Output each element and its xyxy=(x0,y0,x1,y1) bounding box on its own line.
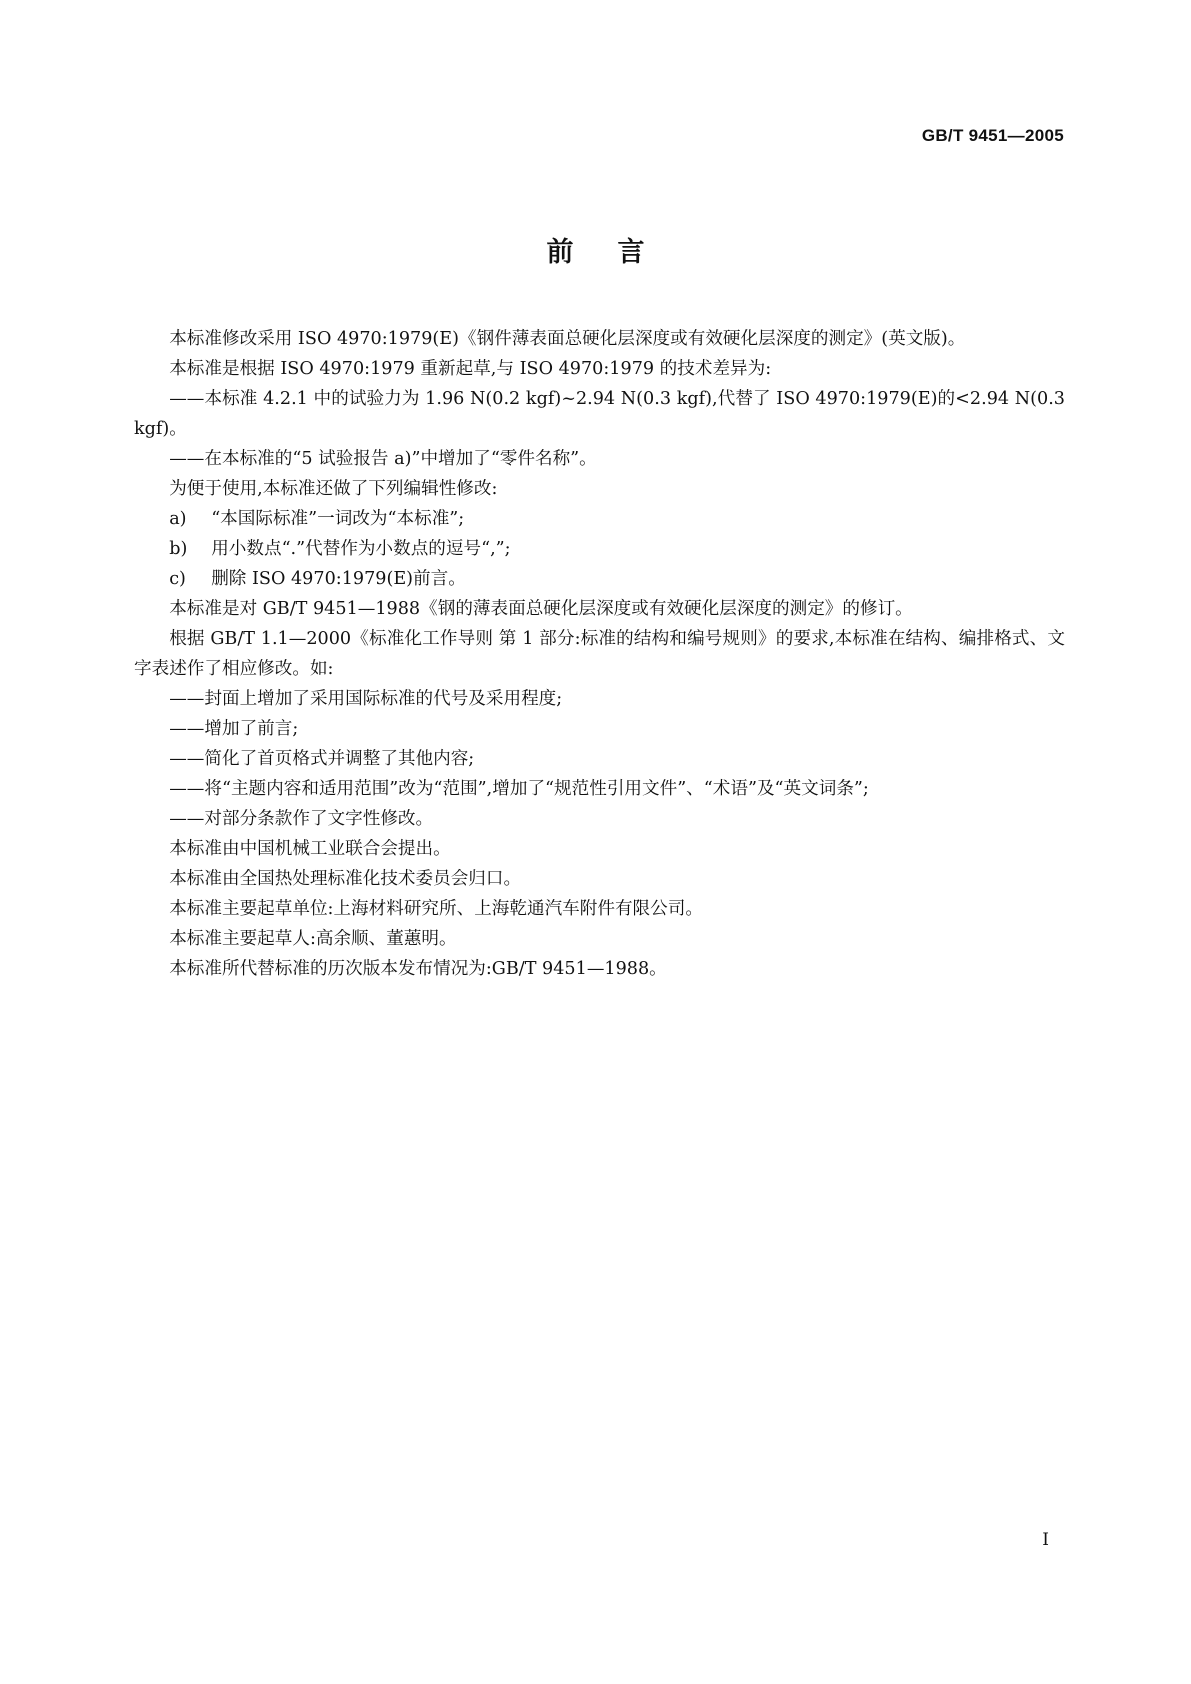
list-item-c xyxy=(134,564,1065,594)
dash-item: ——本标准 4.2.1 中的试验力为 1.96 N(0.2 kgf)~2.94 N(0.3 kgf),代替了 ISO 4970:1979(E)的<2.94 N(0.3 kgf)。 xyxy=(134,389,1065,439)
list-item-a xyxy=(134,504,1065,534)
paragraph: 本标准是对 GB/T 9451—1988《钢的薄表面总硬化层深度或有效硬化层深度的测定》的修订。 xyxy=(169,599,913,619)
paragraph: 本标准主要起草人:高余顺、董蕙明。 xyxy=(169,929,457,949)
paragraph: 本标准是根据 ISO 4970:1979 重新起草,与 ISO 4970:1979 的技术差异为: xyxy=(169,359,772,379)
foreword-body xyxy=(134,324,1065,984)
list-item-text: “本国际标准”一词改为“本标准”; xyxy=(211,509,465,529)
standard-code: GB/T 9451—2005 xyxy=(921,126,1064,145)
list-item-text: 删除 ISO 4970:1979(E)前言。 xyxy=(211,569,466,589)
dash-item: ——对部分条款作了文字性修改。 xyxy=(169,809,434,829)
paragraph: 根据 GB/T 1.1—2000《标准化工作导则 第 1 部分:标准的结构和编号规则》的要求,本标准在结构、编排格式、文字表述作了相应修改。如: xyxy=(134,629,1065,679)
dash-item: ——在本标准的“5 试验报告 a)”中增加了“零件名称”。 xyxy=(169,449,597,469)
list-item-b xyxy=(134,534,1065,564)
paragraph: 本标准所代替标准的历次版本发布情况为:GB/T 9451—1988。 xyxy=(169,959,667,979)
paragraph: 为便于使用,本标准还做了下列编辑性修改: xyxy=(169,479,498,499)
list-marker: c) xyxy=(169,569,186,589)
list-marker: b) xyxy=(169,539,188,559)
paragraph: 本标准由全国热处理标准化技术委员会归口。 xyxy=(169,869,522,889)
list-marker: a) xyxy=(169,509,187,529)
list-item-text: 用小数点“.”代替作为小数点的逗号“,”; xyxy=(211,539,511,559)
dash-item: ——增加了前言; xyxy=(169,719,299,739)
paragraph: 本标准由中国机械工业联合会提出。 xyxy=(169,839,451,859)
page-number: I xyxy=(1042,1530,1049,1550)
dash-item: ——封面上增加了采用国际标准的代号及采用程度; xyxy=(169,689,563,709)
dash-item: ——简化了首页格式并调整了其他内容; xyxy=(169,749,475,769)
paragraph: 本标准主要起草单位:上海材料研究所、上海乾通汽车附件有限公司。 xyxy=(169,899,703,919)
paragraph: 本标准修改采用 ISO 4970:1979(E)《钢件薄表面总硬化层深度或有效硬化层深度的测定》(英文版)。 xyxy=(169,329,966,349)
dash-item: ——将“主题内容和适用范围”改为“范围”,增加了“规范性引用文件”、“术语”及“英文词条”; xyxy=(169,779,869,799)
page-title: 前言 xyxy=(546,237,689,268)
